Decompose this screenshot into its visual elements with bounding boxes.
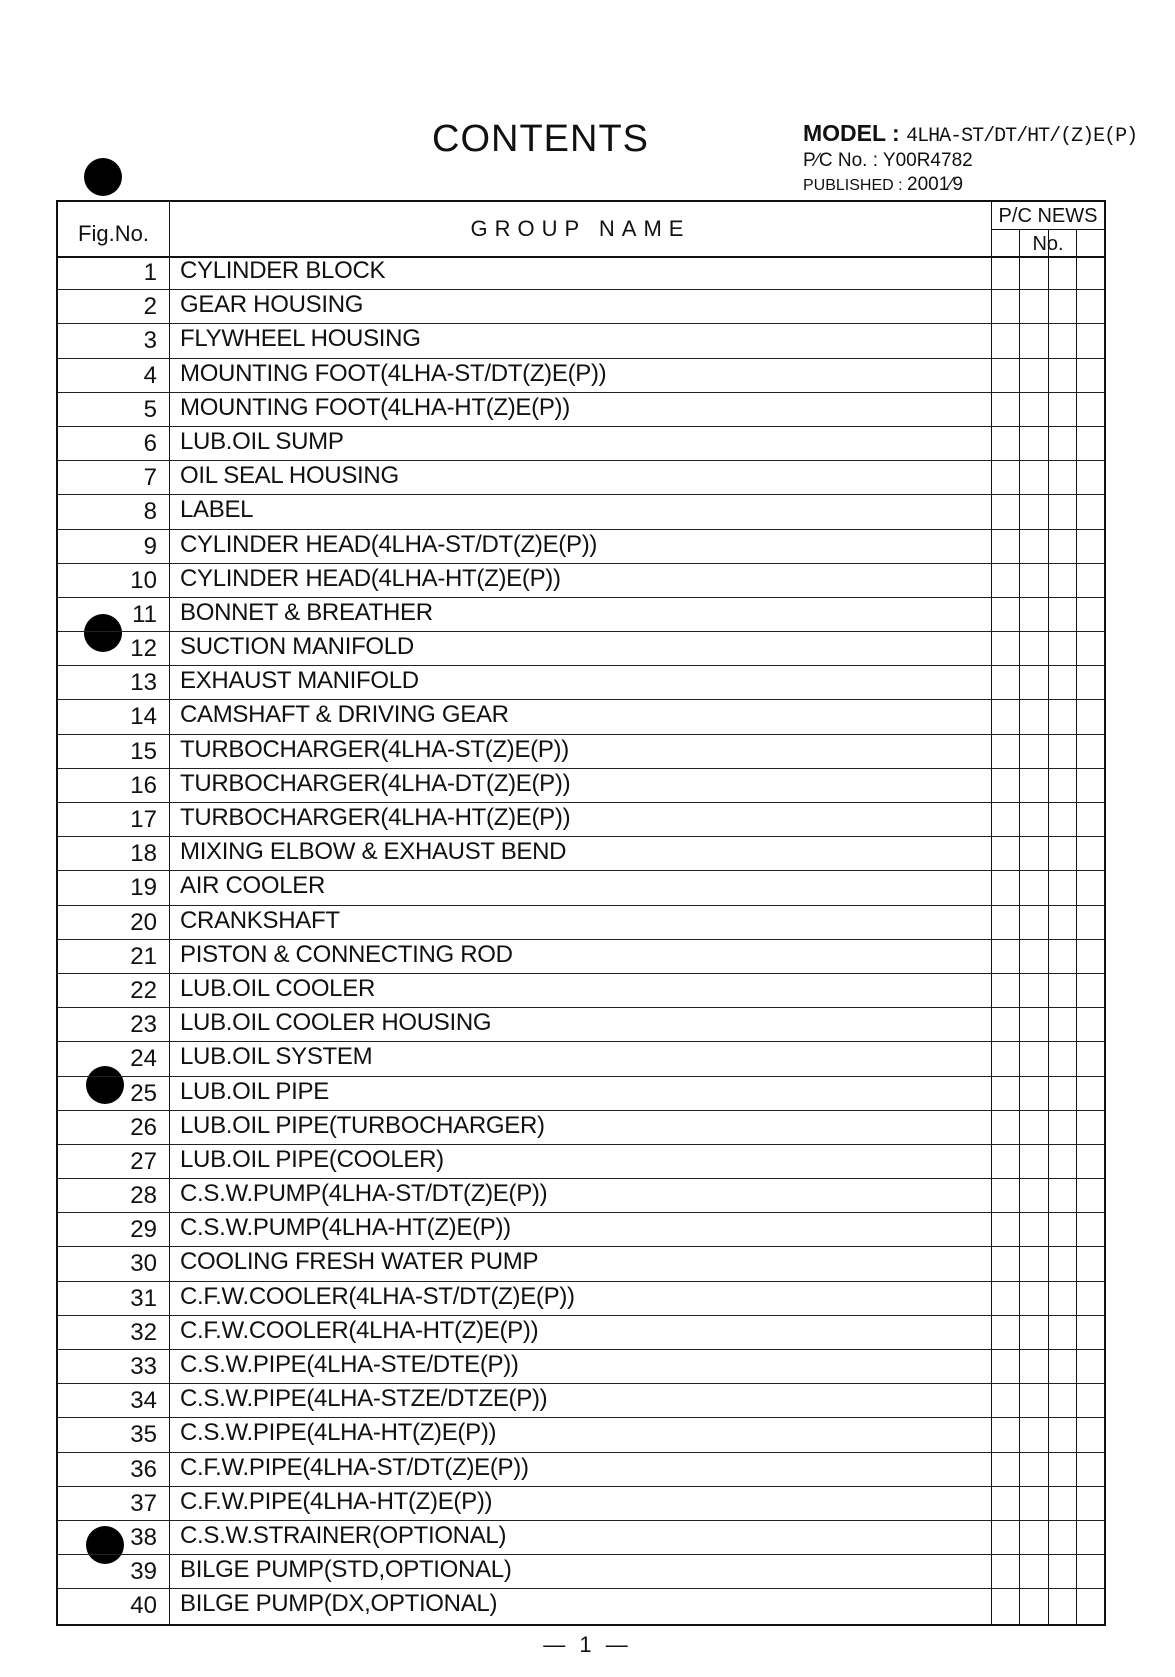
fig-number: 34	[58, 1384, 170, 1417]
table-row	[58, 290, 1104, 324]
pc-news-cells	[992, 1555, 1104, 1588]
group-name: CYLINDER HEAD(4LHA-HT(Z)E(P))	[170, 564, 992, 597]
table-row	[58, 598, 1104, 632]
group-name: LUB.OIL SUMP	[170, 427, 992, 460]
pc-news-subcolumns	[992, 230, 1104, 256]
fig-number: 7	[58, 461, 170, 494]
group-name: BILGE PUMP(DX,OPTIONAL)	[170, 1589, 992, 1623]
fig-number: 39	[58, 1555, 170, 1588]
model-line	[803, 122, 1137, 151]
pc-news-cells	[992, 837, 1104, 870]
pc-news-cells	[992, 1077, 1104, 1110]
table-row	[58, 1247, 1104, 1281]
fig-no-header: Fig.No.	[58, 202, 170, 256]
table-row	[58, 1111, 1104, 1145]
pc-news-cells	[992, 769, 1104, 802]
punch-hole-top	[84, 158, 122, 196]
table-row	[58, 871, 1104, 905]
pc-news-cells	[992, 940, 1104, 973]
page-title: CONTENTS	[432, 118, 649, 160]
pc-news-cells	[992, 393, 1104, 426]
pc-news-cells	[992, 1145, 1104, 1178]
group-name: LABEL	[170, 495, 992, 528]
fig-number: 5	[58, 393, 170, 426]
pc-news-cells	[992, 256, 1104, 289]
group-name: C.F.W.COOLER(4LHA-HT(Z)E(P))	[170, 1316, 992, 1349]
group-name: C.F.W.PIPE(4LHA-HT(Z)E(P))	[170, 1487, 992, 1520]
pc-news-cells	[992, 1042, 1104, 1075]
group-name: LUB.OIL SYSTEM	[170, 1042, 992, 1075]
pc-value: Y00R4782	[882, 150, 973, 171]
table-row	[58, 1555, 1104, 1589]
fig-number: 16	[58, 769, 170, 802]
pc-news-cells	[992, 1384, 1104, 1417]
table-row	[58, 1521, 1104, 1555]
fig-number: 9	[58, 530, 170, 563]
group-name: CRANKSHAFT	[170, 906, 992, 939]
group-name: LUB.OIL PIPE(COOLER)	[170, 1145, 992, 1178]
group-name: TURBOCHARGER(4LHA-HT(Z)E(P))	[170, 803, 992, 836]
fig-number: 25	[58, 1077, 170, 1110]
group-name: MIXING ELBOW & EXHAUST BEND	[170, 837, 992, 870]
group-name: BILGE PUMP(STD,OPTIONAL)	[170, 1555, 992, 1588]
group-name: EXHAUST MANIFOLD	[170, 666, 992, 699]
fig-number: 10	[58, 564, 170, 597]
group-name: TURBOCHARGER(4LHA-DT(Z)E(P))	[170, 769, 992, 802]
model-value: 4LHA-ST/DT/HT/(Z)E(P)	[906, 125, 1138, 148]
table-row	[58, 1453, 1104, 1487]
group-name: MOUNTING FOOT(4LHA-ST/DT(Z)E(P))	[170, 359, 992, 392]
table-row	[58, 256, 1104, 290]
group-name: LUB.OIL COOLER	[170, 974, 992, 1007]
table-row	[58, 564, 1104, 598]
fig-number: 14	[58, 700, 170, 733]
pc-news-cells	[992, 564, 1104, 597]
table-header	[58, 202, 1104, 258]
pc-news-cells	[992, 1247, 1104, 1280]
pc-news-cells	[992, 1453, 1104, 1486]
fig-number: 33	[58, 1350, 170, 1383]
table-row	[58, 1042, 1104, 1076]
group-name: CYLINDER HEAD(4LHA-ST/DT(Z)E(P))	[170, 530, 992, 563]
pc-news-cells	[992, 1418, 1104, 1451]
table-row	[58, 769, 1104, 803]
pc-news-cells	[992, 359, 1104, 392]
group-name: CAMSHAFT & DRIVING GEAR	[170, 700, 992, 733]
published-label: PUBLISHED :	[803, 177, 908, 194]
pc-news-cells	[992, 1589, 1104, 1623]
pc-news-cells	[992, 1111, 1104, 1144]
pc-news-cells	[992, 666, 1104, 699]
pc-news-cells	[992, 1521, 1104, 1554]
table-row	[58, 1350, 1104, 1384]
table-row	[58, 1418, 1104, 1452]
group-name: GEAR HOUSING	[170, 290, 992, 323]
table-row	[58, 1316, 1104, 1350]
group-name-header: GROUP NAME	[170, 202, 992, 256]
table-row	[58, 359, 1104, 393]
pc-news-cells	[992, 974, 1104, 1007]
model-label: MODEL :	[803, 120, 907, 146]
group-name: SUCTION MANIFOLD	[170, 632, 992, 665]
pc-news-cells	[992, 1213, 1104, 1246]
fig-number: 38	[58, 1521, 170, 1554]
fig-number: 31	[58, 1282, 170, 1315]
fig-number: 3	[58, 324, 170, 357]
fig-number: 23	[58, 1008, 170, 1041]
group-name: COOLING FRESH WATER PUMP	[170, 1247, 992, 1280]
group-name: C.F.W.PIPE(4LHA-ST/DT(Z)E(P))	[170, 1453, 992, 1486]
pc-news-cells	[992, 530, 1104, 563]
table-row	[58, 735, 1104, 769]
pc-news-cells	[992, 1179, 1104, 1212]
group-name: LUB.OIL PIPE	[170, 1077, 992, 1110]
pc-news-cells	[992, 700, 1104, 733]
fig-number: 36	[58, 1453, 170, 1486]
fig-number: 15	[58, 735, 170, 768]
pc-news-cells	[992, 1350, 1104, 1383]
table-row	[58, 1145, 1104, 1179]
pc-news-cells	[992, 598, 1104, 631]
fig-number: 28	[58, 1179, 170, 1212]
group-name: TURBOCHARGER(4LHA-ST(Z)E(P))	[170, 735, 992, 768]
document-meta	[803, 122, 1137, 195]
table-row	[58, 632, 1104, 666]
table-row	[58, 1008, 1104, 1042]
fig-number: 1	[58, 256, 170, 289]
pc-news-cells	[992, 324, 1104, 357]
pc-news-cells	[992, 632, 1104, 665]
group-name: CYLINDER BLOCK	[170, 256, 992, 289]
fig-number: 6	[58, 427, 170, 460]
group-name: C.S.W.PIPE(4LHA-HT(Z)E(P))	[170, 1418, 992, 1451]
pc-news-cells	[992, 803, 1104, 836]
pc-news-header	[992, 202, 1104, 256]
group-name: BONNET & BREATHER	[170, 598, 992, 631]
table-row	[58, 906, 1104, 940]
group-name: C.F.W.COOLER(4LHA-ST/DT(Z)E(P))	[170, 1282, 992, 1315]
page-number: — 1 —	[543, 1632, 632, 1657]
group-name: OIL SEAL HOUSING	[170, 461, 992, 494]
fig-number: 20	[58, 906, 170, 939]
table-row	[58, 1213, 1104, 1247]
fig-number: 37	[58, 1487, 170, 1520]
fig-number: 13	[58, 666, 170, 699]
pc-news-cells	[992, 1008, 1104, 1041]
fig-number: 24	[58, 1042, 170, 1075]
pc-news-cells	[992, 290, 1104, 323]
fig-number: 12	[58, 632, 170, 665]
table-row	[58, 393, 1104, 427]
table-row	[58, 1077, 1104, 1111]
fig-number: 8	[58, 495, 170, 528]
group-name: C.S.W.PUMP(4LHA-ST/DT(Z)E(P))	[170, 1179, 992, 1212]
group-name: LUB.OIL PIPE(TURBOCHARGER)	[170, 1111, 992, 1144]
published-line	[803, 175, 1137, 195]
group-name: C.S.W.PIPE(4LHA-STZE/DTZE(P))	[170, 1384, 992, 1417]
table-row	[58, 427, 1104, 461]
fig-number: 4	[58, 359, 170, 392]
group-name: C.S.W.STRAINER(OPTIONAL)	[170, 1521, 992, 1554]
table-row	[58, 1282, 1104, 1316]
table-row	[58, 837, 1104, 871]
fig-number: 18	[58, 837, 170, 870]
table-row	[58, 1179, 1104, 1213]
table-row	[58, 940, 1104, 974]
fig-number: 27	[58, 1145, 170, 1178]
pc-news-cells	[992, 735, 1104, 768]
table-row	[58, 700, 1104, 734]
fig-number: 2	[58, 290, 170, 323]
pc-label: P∕C No. :	[803, 150, 883, 171]
table-row	[58, 974, 1104, 1008]
fig-number: 19	[58, 871, 170, 904]
table-row	[58, 324, 1104, 358]
group-name: PISTON & CONNECTING ROD	[170, 940, 992, 973]
pc-news-cells	[992, 1282, 1104, 1315]
pc-news-cells	[992, 461, 1104, 494]
fig-number: 29	[58, 1213, 170, 1246]
published-value: 2001∕9	[907, 174, 964, 195]
fig-number: 17	[58, 803, 170, 836]
table-row	[58, 1384, 1104, 1418]
fig-number: 26	[58, 1111, 170, 1144]
table-row	[58, 1589, 1104, 1623]
fig-number: 30	[58, 1247, 170, 1280]
group-name: FLYWHEEL HOUSING	[170, 324, 992, 357]
fig-number: 32	[58, 1316, 170, 1349]
group-name: AIR COOLER	[170, 871, 992, 904]
pc-news-cells	[992, 1487, 1104, 1520]
table-row	[58, 495, 1104, 529]
pc-line	[803, 151, 1137, 175]
table-row	[58, 461, 1104, 495]
fig-number: 40	[58, 1589, 170, 1623]
pc-news-cells	[992, 906, 1104, 939]
group-name: MOUNTING FOOT(4LHA-HT(Z)E(P))	[170, 393, 992, 426]
group-name: LUB.OIL COOLER HOUSING	[170, 1008, 992, 1041]
contents-table	[56, 200, 1106, 1626]
group-name: C.S.W.PIPE(4LHA-STE/DTE(P))	[170, 1350, 992, 1383]
group-name: C.S.W.PUMP(4LHA-HT(Z)E(P))	[170, 1213, 992, 1246]
pc-news-cells	[992, 495, 1104, 528]
table-body	[58, 256, 1104, 1624]
fig-number: 22	[58, 974, 170, 1007]
pc-news-cells	[992, 427, 1104, 460]
fig-number: 11	[58, 598, 170, 631]
pc-news-cells	[992, 871, 1104, 904]
table-row	[58, 530, 1104, 564]
fig-number: 21	[58, 940, 170, 973]
pc-news-cells	[992, 1316, 1104, 1349]
table-row	[58, 666, 1104, 700]
table-row	[58, 803, 1104, 837]
fig-number: 35	[58, 1418, 170, 1451]
pc-news-label: P/C NEWS No.	[992, 202, 1104, 230]
table-row	[58, 1487, 1104, 1521]
